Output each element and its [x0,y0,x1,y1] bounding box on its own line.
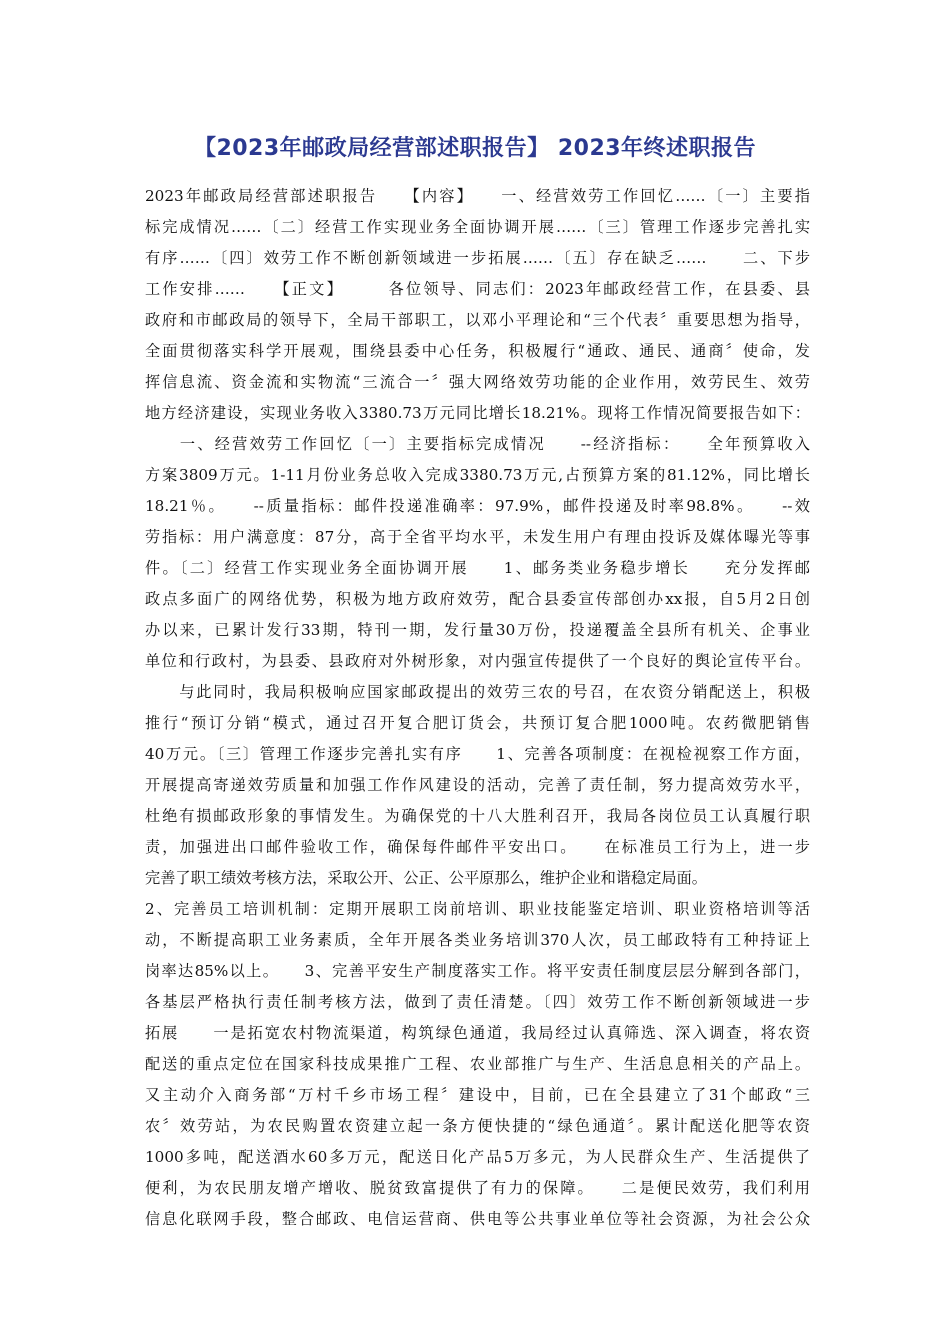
body-line: 1000多吨，配送酒水60多万元，配送日化产品5万多元，为人民群众生产、生活提供了 [145,1148,810,1166]
body-line: 一、经营效劳工作回忆〔一〕主要指标完成情况 --经济指标： 全年预算收入 [145,435,810,453]
body-line: 18.21％。 --质量指标：邮件投递准确率：97.9%，邮件投递及时率98.8%。 --效 [145,497,810,515]
body-line: 各基层严格执行责任制考核方法，做到了责任清楚。〔四〕效劳工作不断创新领域进一步 [145,993,810,1011]
body-line: 挥信息流、资金流和实物流“三流合一〞强大网络效劳功能的企业作用，效劳民生、效劳 [145,373,810,391]
body-line: 开展提高寄递效劳质量和加强工作作风建设的活动，完善了责任制，努力提高效劳水平， [145,776,810,794]
body-line: 40万元。〔三〕管理工作逐步完善扎实有序 1、完善各项制度：在视检视察工作方面， [145,745,810,763]
body-line: 地方经济建设，实现业务收入3380.73万元同比增长18.21%。现将工作情况简要报告如下： [145,404,810,422]
body-line: 单位和行政村，为县委、县政府对外树形象，对内强宣传提供了一个良好的舆论宣传平台。 [145,652,810,670]
body-line: 件。〔二〕经营工作实现业务全面协调开展 1、邮务类业务稳步增长 充分发挥邮 [145,559,810,577]
body-line: 配送的重点定位在国家科技成果推广工程、农业部推广与生产、生活息息相关的产品上。 [145,1055,810,1073]
body-line: 办以来，已累计发行33期，特刊一期，发行量30万份，投递覆盖全县所有机关、企事业 [145,621,810,639]
body-line: 工作安排…… 【正文】 各位领导、同志们：2023年邮政经营工作，在县委、县 [145,280,810,298]
body-line: 农〞效劳站，为农民购置农资建立起一条方便快捷的“绿色通道〞。累计配送化肥等农资 [145,1117,810,1135]
body-line: 全面贯彻落实科学开展观，围绕县委中心任务，积极履行“通政、通民、通商〞使命，发 [145,342,810,360]
body-line: 政府和市邮政局的领导下，全局干部职工，以邓小平理论和“三个代表〞重要思想为指导， [145,311,810,329]
body-line: 方案3809万元。1-11月份业务总收入完成3380.73万元,占预算方案的81.12%，同比增长 [145,466,810,484]
body-line: 信息化联网手段，整合邮政、电信运营商、供电等公共事业单位等社会资源，为社会公众 [145,1210,810,1228]
body-line: 2、完善员工培训机制：定期开展职工岗前培训、职业技能鉴定培训、职业资格培训等活 [145,900,810,918]
body-line: 又主动介入商务部“万村千乡市场工程〞建设中，目前，已在全县建立了31个邮政“三 [145,1086,810,1104]
document-body [145,181,810,1235]
body-line: 动，不断提高职工业务素质，全年开展各类业务培训370人次，员工邮政特有工种持证上 [145,931,810,949]
document-title: 【2023年邮政局经营部述职报告】 2023年终述职报告 [193,136,757,161]
body-line: 杜绝有损邮政形象的事情发生。为确保党的十八大胜利召开，我局各岗位员工认真履行职 [145,807,810,825]
body-line: 2023年邮政局经营部述职报告 【内容】 一、经营效劳工作回忆……〔一〕主要指 [145,187,810,205]
body-line: 推行“预订分销“模式，通过召开复合肥订货会，共预订复合肥1000吨。农药微肥销售 [145,714,810,732]
body-line: 拓展 一是拓宽农村物流渠道，构筑绿色通道，我局经过认真筛选、深入调查，将农资 [145,1024,810,1042]
body-line: 劳指标：用户满意度：87分，高于全省平均水平，未发生用户有理由投诉及媒体曝光等事 [145,528,810,546]
body-line: 岗率达85%以上。 3、完善平安生产制度落实工作。将平安责任制度层层分解到各部门， [145,962,810,980]
body-line: 与此同时，我局积极响应国家邮政提出的效劳三农的号召，在农资分销配送上，积极 [145,683,810,701]
body-line: 政点多面广的网络优势，积极为地方政府效劳，配合县委宣传部创办xx报，自5月2日创 [145,590,810,608]
body-line: 完善了职工绩效考核方法，采取公开、公正、公平原那么，维护企业和谐稳定局面。 [145,869,707,887]
body-line: 便利，为农民朋友增产增收、脱贫致富提供了有力的保障。 二是便民效劳，我们利用 [145,1179,810,1197]
body-line: 标完成情况……〔二〕经营工作实现业务全面协调开展……〔三〕管理工作逐步完善扎实 [145,218,810,236]
body-line: 有序……〔四〕效劳工作不断创新领域进一步拓展……〔五〕存在缺乏…… 二、下步 [145,249,810,267]
body-line: 责，加强进出口邮件验收工作，确保每件邮件平安出口。 在标准员工行为上，进一步 [145,838,810,856]
